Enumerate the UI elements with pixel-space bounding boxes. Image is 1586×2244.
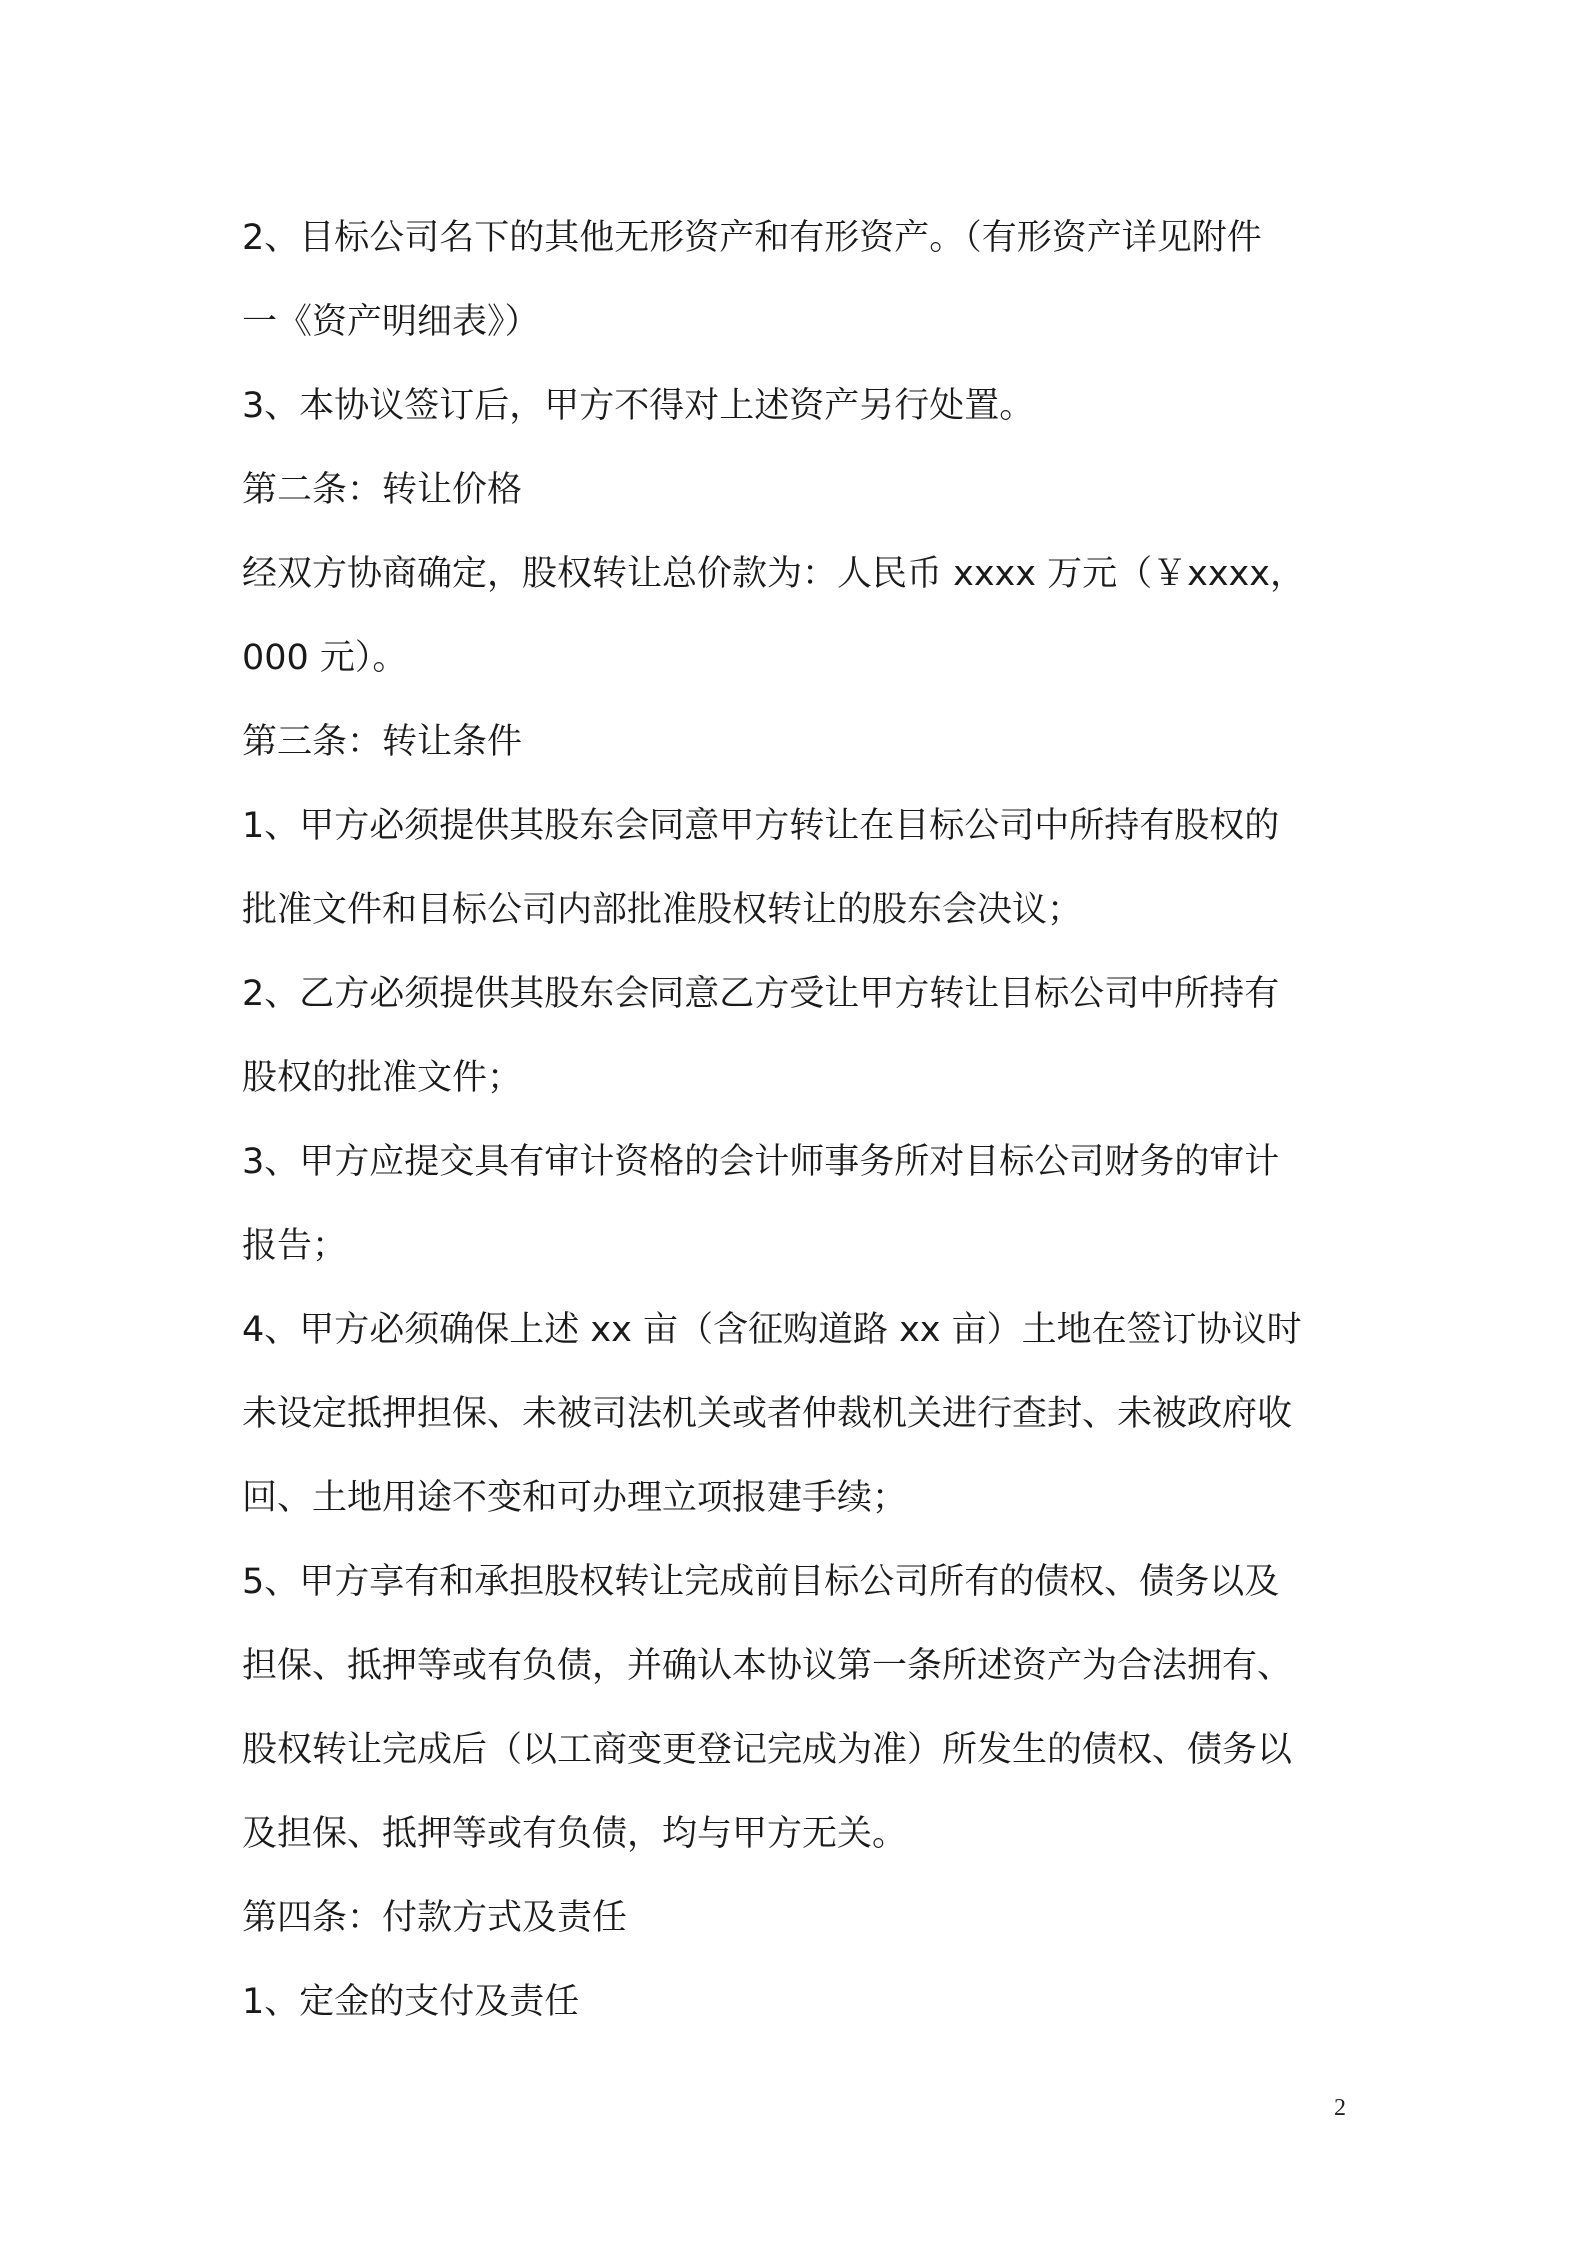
paragraph-line: 4、甲方必须确保上述 xx 亩（含征购道路 xx 亩）土地在签订协议时 [242, 1310, 1302, 1350]
document-body [242, 196, 1362, 2044]
section-heading: 第四条：付款方式及责任 [242, 1898, 628, 1938]
paragraph-line: 1、甲方必须提供其股东会同意甲方转让在目标公司中所持有股权的 [242, 806, 1280, 846]
paragraph-line: 未设定抵押担保、未被司法机关或者仲裁机关进行查封、未被政府收 [242, 1394, 1293, 1434]
paragraph-line: 一《资产明细表》） [242, 302, 540, 342]
paragraph-line: 1、定金的支付及责任 [242, 1982, 580, 2022]
paragraph-line: 5、甲方享有和承担股权转让完成前目标公司所有的债权、债务以及 [242, 1562, 1280, 1602]
paragraph-line: 2、乙方必须提供其股东会同意乙方受让甲方转让目标公司中所持有 [242, 974, 1280, 1014]
paragraph-line: 批准文件和目标公司内部批准股权转让的股东会决议； [242, 890, 1083, 930]
paragraph-line: 回、土地用途不变和可办理立项报建手续； [242, 1478, 908, 1518]
paragraph-line: 3、本协议签订后，甲方不得对上述资产另行处置。 [242, 386, 1035, 426]
section-heading: 第三条：转让条件 [242, 722, 523, 762]
section-heading: 第二条：转让价格 [242, 470, 523, 510]
paragraph-line: 担保、抵押等或有负债，并确认本协议第一条所述资产为合法拥有、 [242, 1646, 1293, 1686]
paragraph-line: 2、目标公司名下的其他无形资产和有形资产。（有形资产详见附件 [242, 218, 1262, 258]
paragraph-line: 及担保、抵押等或有负债，均与甲方无关。 [242, 1814, 908, 1854]
paragraph-line: 经双方协商确定，股权转让总价款为：人民币 xxxx 万元（￥xxxx， [242, 554, 1305, 594]
page-number: 2 [1334, 2095, 1346, 2121]
paragraph-line: 3、甲方应提交具有审计资格的会计师事务所对目标公司财务的审计 [242, 1142, 1280, 1182]
paragraph-line: 报告； [242, 1226, 348, 1266]
paragraph-line: 股权的批准文件； [242, 1058, 523, 1098]
paragraph-line: 000 元）。 [242, 638, 408, 678]
paragraph-line: 股权转让完成后（以工商变更登记完成为准）所发生的债权、债务以 [242, 1730, 1293, 1770]
